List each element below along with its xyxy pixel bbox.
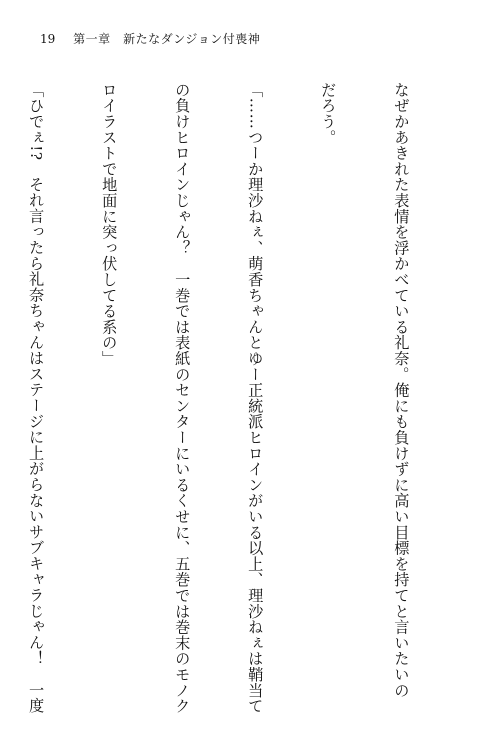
text-line: だろう。: [319, 82, 338, 146]
page-number: 19: [40, 32, 56, 46]
running-header: [40, 30, 260, 47]
text-line: なぜかあきれた表情を浮かべている礼奈。俺にも負けずに高い目標を持てと言いたいの: [392, 82, 411, 699]
text-line: 「ひでぇ!? それ言ったら礼奈ちゃんはステージに上がらないサブキャラじゃん！ 一度: [27, 82, 46, 714]
text-line: の負けヒロインじゃん？ 一巻では表紙のセンターにいるくせに、五巻では巻末のモノク: [173, 82, 192, 714]
text-line: 「……つーか理沙ねぇ、萌香ちゃんとゆー正統派ヒロインがいる以上、理沙ねぇは鞘当て: [246, 82, 265, 714]
chapter-title: 第一章 新たなダンジョン付喪神: [73, 32, 261, 46]
text-line: ロイラストで地面に突っ伏してる系の」: [100, 82, 119, 367]
body-text: [0, 82, 462, 714]
